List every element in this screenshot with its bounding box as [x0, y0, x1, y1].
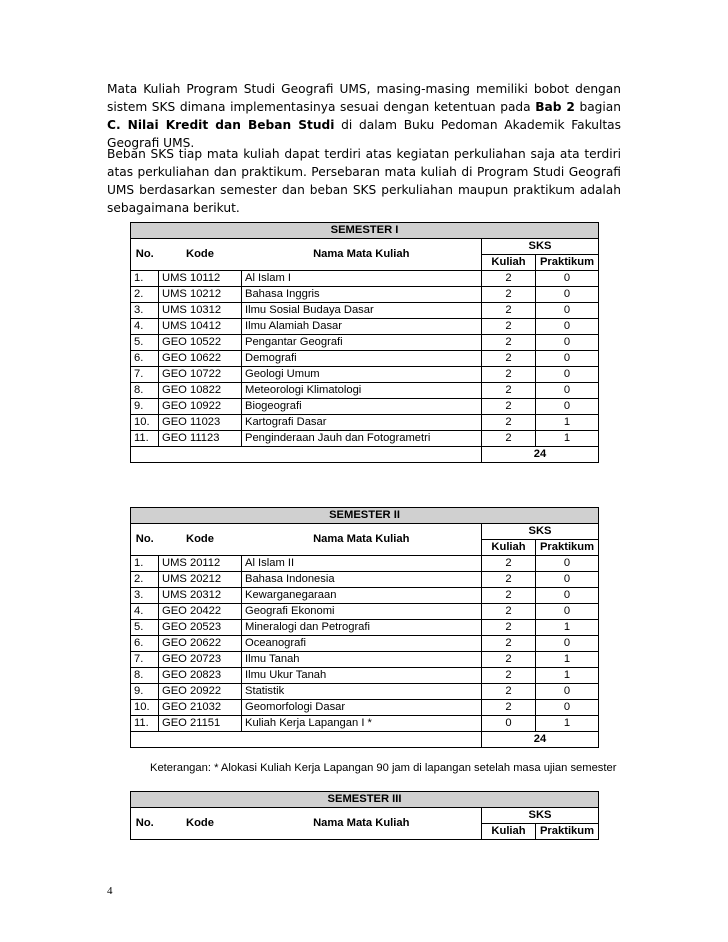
row-nama: Al Islam I: [242, 271, 482, 287]
row-praktikum: 0: [536, 556, 599, 572]
table-row: [131, 431, 599, 447]
row-praktikum: 0: [536, 700, 599, 716]
row-praktikum: 0: [536, 604, 599, 620]
table-row: [131, 620, 599, 636]
row-nama: Ilmu Sosial Budaya Dasar: [242, 303, 482, 319]
page-number: 4: [107, 885, 113, 897]
column-header-row: [131, 808, 599, 824]
row-praktikum: 0: [536, 636, 599, 652]
row-praktikum: 0: [536, 367, 599, 383]
row-praktikum: 0: [536, 588, 599, 604]
row-praktikum: 1: [536, 668, 599, 684]
table-row: [131, 604, 599, 620]
table-row: [131, 399, 599, 415]
row-praktikum: 0: [536, 271, 599, 287]
total-blank: [131, 447, 482, 463]
row-praktikum: 0: [536, 287, 599, 303]
row-kode: UMS 10112: [159, 271, 242, 287]
row-nama: Kartografi Dasar: [242, 415, 482, 431]
column-header-row: [131, 524, 599, 540]
semester-title: SEMESTER III: [131, 792, 599, 808]
bab-reference: Bab 2: [535, 100, 575, 114]
row-no: 8.: [131, 383, 159, 399]
row-kuliah: 2: [482, 271, 536, 287]
row-nama: Statistik: [242, 684, 482, 700]
table-row: [131, 716, 599, 732]
total-row: [131, 732, 599, 748]
row-nama: Ilmu Tanah: [242, 652, 482, 668]
row-kode: GEO 20723: [159, 652, 242, 668]
table-row: [131, 271, 599, 287]
row-no: 9.: [131, 399, 159, 415]
header-sks: SKS: [482, 524, 599, 540]
semester-3-table: [130, 791, 599, 840]
row-praktikum: 0: [536, 383, 599, 399]
header-kode: Kode: [159, 808, 242, 840]
row-nama: Mineralogi dan Petrografi: [242, 620, 482, 636]
row-praktikum: 0: [536, 335, 599, 351]
row-praktikum: 1: [536, 620, 599, 636]
table-row: [131, 572, 599, 588]
header-sks: SKS: [482, 239, 599, 255]
total-sks: 24: [482, 447, 599, 463]
semester-title: SEMESTER I: [131, 223, 599, 239]
row-no: 4.: [131, 319, 159, 335]
row-no: 3.: [131, 303, 159, 319]
header-kuliah: Kuliah: [482, 255, 536, 271]
row-nama: Demografi: [242, 351, 482, 367]
row-nama: Al Islam II: [242, 556, 482, 572]
row-no: 11.: [131, 716, 159, 732]
row-no: 11.: [131, 431, 159, 447]
row-praktikum: 1: [536, 652, 599, 668]
row-praktikum: 0: [536, 303, 599, 319]
row-praktikum: 0: [536, 572, 599, 588]
row-kuliah: 2: [482, 351, 536, 367]
footnote: Keterangan: * Alokasi Kuliah Kerja Lapangan 90 jam di lapangan setelah masa ujian semester: [150, 762, 617, 774]
row-nama: Bahasa Inggris: [242, 287, 482, 303]
row-no: 1.: [131, 271, 159, 287]
row-kode: GEO 20422: [159, 604, 242, 620]
header-praktikum: Praktikum: [536, 540, 599, 556]
row-kode: GEO 21032: [159, 700, 242, 716]
table-row: [131, 351, 599, 367]
intro-text: bagian: [574, 100, 621, 114]
row-kode: GEO 20823: [159, 668, 242, 684]
section-reference: C. Nilai Kredit dan Beban Studi: [107, 118, 335, 132]
row-nama: Kewarganegaraan: [242, 588, 482, 604]
semester-1-table: [130, 222, 599, 463]
row-no: 2.: [131, 572, 159, 588]
header-sks: SKS: [482, 808, 599, 824]
row-praktikum: 0: [536, 319, 599, 335]
row-nama: Pengantar Geografi: [242, 335, 482, 351]
row-kuliah: 2: [482, 287, 536, 303]
semester-title-row: [131, 223, 599, 239]
row-kode: GEO 21151: [159, 716, 242, 732]
total-row: [131, 447, 599, 463]
header-kode: Kode: [159, 524, 242, 556]
header-no: No.: [131, 808, 159, 840]
row-kuliah: 0: [482, 716, 536, 732]
row-praktikum: 0: [536, 399, 599, 415]
row-nama: Bahasa Indonesia: [242, 572, 482, 588]
row-nama: Ilmu Alamiah Dasar: [242, 319, 482, 335]
row-kode: UMS 20312: [159, 588, 242, 604]
row-nama: Oceanografi: [242, 636, 482, 652]
row-praktikum: 1: [536, 415, 599, 431]
row-kuliah: 2: [482, 588, 536, 604]
header-nama: Nama Mata Kuliah: [242, 239, 482, 271]
table-row: [131, 415, 599, 431]
row-no: 6.: [131, 636, 159, 652]
table-row: [131, 684, 599, 700]
row-kode: GEO 11023: [159, 415, 242, 431]
row-kuliah: 2: [482, 319, 536, 335]
table-row: [131, 287, 599, 303]
row-kuliah: 2: [482, 431, 536, 447]
row-kode: GEO 20622: [159, 636, 242, 652]
row-kuliah: 2: [482, 652, 536, 668]
row-no: 7.: [131, 367, 159, 383]
table-row: [131, 556, 599, 572]
row-kuliah: 2: [482, 572, 536, 588]
row-kode: GEO 10622: [159, 351, 242, 367]
row-no: 6.: [131, 351, 159, 367]
table-row: [131, 636, 599, 652]
header-kuliah: Kuliah: [482, 540, 536, 556]
header-no: No.: [131, 239, 159, 271]
semester-title-row: [131, 792, 599, 808]
intro-text: di dalam Buku Pedoman Akademik Fakultas Geografi UMS.: [107, 118, 621, 150]
row-praktikum: 1: [536, 431, 599, 447]
row-praktikum: 1: [536, 716, 599, 732]
row-kode: UMS 10412: [159, 319, 242, 335]
row-nama: Geografi Ekonomi: [242, 604, 482, 620]
row-praktikum: 0: [536, 351, 599, 367]
row-no: 4.: [131, 604, 159, 620]
row-no: 5.: [131, 620, 159, 636]
row-nama: Geologi Umum: [242, 367, 482, 383]
row-kode: GEO 11123: [159, 431, 242, 447]
row-kuliah: 2: [482, 700, 536, 716]
header-praktikum: Praktikum: [536, 255, 599, 271]
table-row: [131, 383, 599, 399]
row-kode: GEO 10922: [159, 399, 242, 415]
row-kuliah: 2: [482, 383, 536, 399]
table-row: [131, 588, 599, 604]
row-kode: GEO 10722: [159, 367, 242, 383]
row-kode: UMS 20112: [159, 556, 242, 572]
header-kode: Kode: [159, 239, 242, 271]
row-kode: GEO 20922: [159, 684, 242, 700]
intro-paragraph-1: [107, 80, 621, 152]
row-kuliah: 2: [482, 668, 536, 684]
row-kuliah: 2: [482, 604, 536, 620]
header-nama: Nama Mata Kuliah: [242, 524, 482, 556]
row-kode: GEO 10822: [159, 383, 242, 399]
row-nama: Ilmu Ukur Tanah: [242, 668, 482, 684]
table-row: [131, 367, 599, 383]
table-row: [131, 303, 599, 319]
row-kuliah: 2: [482, 684, 536, 700]
row-kuliah: 2: [482, 636, 536, 652]
row-kuliah: 2: [482, 620, 536, 636]
header-praktikum: Praktikum: [536, 824, 599, 840]
row-no: 2.: [131, 287, 159, 303]
semester-title-row: [131, 508, 599, 524]
semester-2-table: [130, 507, 599, 748]
row-no: 10.: [131, 415, 159, 431]
row-no: 7.: [131, 652, 159, 668]
row-kuliah: 2: [482, 303, 536, 319]
row-kode: UMS 10212: [159, 287, 242, 303]
table-row: [131, 700, 599, 716]
row-kode: UMS 10312: [159, 303, 242, 319]
table-row: [131, 668, 599, 684]
row-no: 3.: [131, 588, 159, 604]
row-kuliah: 2: [482, 335, 536, 351]
row-kode: GEO 10522: [159, 335, 242, 351]
row-no: 1.: [131, 556, 159, 572]
row-no: 10.: [131, 700, 159, 716]
row-nama: Geomorfologi Dasar: [242, 700, 482, 716]
header-kuliah: Kuliah: [482, 824, 536, 840]
table-row: [131, 652, 599, 668]
intro-text: Mata Kuliah Program Studi Geografi UMS, masing-masing memiliki bobot dengan sistem SKS dimana implementasinya sesuai dengan ketentuan pada: [107, 82, 621, 114]
row-no: 9.: [131, 684, 159, 700]
row-nama: Penginderaan Jauh dan Fotogrametri: [242, 431, 482, 447]
total-sks: 24: [482, 732, 599, 748]
row-nama: Biogeografi: [242, 399, 482, 415]
total-blank: [131, 732, 482, 748]
row-nama: Kuliah Kerja Lapangan I *: [242, 716, 482, 732]
row-kuliah: 2: [482, 399, 536, 415]
header-no: No.: [131, 524, 159, 556]
row-praktikum: 0: [536, 684, 599, 700]
table-row: [131, 335, 599, 351]
row-kuliah: 2: [482, 556, 536, 572]
row-kuliah: 2: [482, 367, 536, 383]
row-nama: Meteorologi Klimatologi: [242, 383, 482, 399]
intro-paragraph-2: Beban SKS tiap mata kuliah dapat terdiri atas kegiatan perkuliahan saja ata terdiri atas perkuliahan dan praktikum. Persebaran mata kuliah di Program Studi Geografi UMS berdasarkan semester dan beban SKS perkuliahan maupun praktikum adalah sebagaimana berikut.: [107, 147, 621, 215]
row-kuliah: 2: [482, 415, 536, 431]
row-kode: UMS 20212: [159, 572, 242, 588]
row-kode: GEO 20523: [159, 620, 242, 636]
table-row: [131, 319, 599, 335]
header-nama: Nama Mata Kuliah: [242, 808, 482, 840]
row-no: 5.: [131, 335, 159, 351]
semester-title: SEMESTER II: [131, 508, 599, 524]
row-no: 8.: [131, 668, 159, 684]
column-header-row: [131, 239, 599, 255]
